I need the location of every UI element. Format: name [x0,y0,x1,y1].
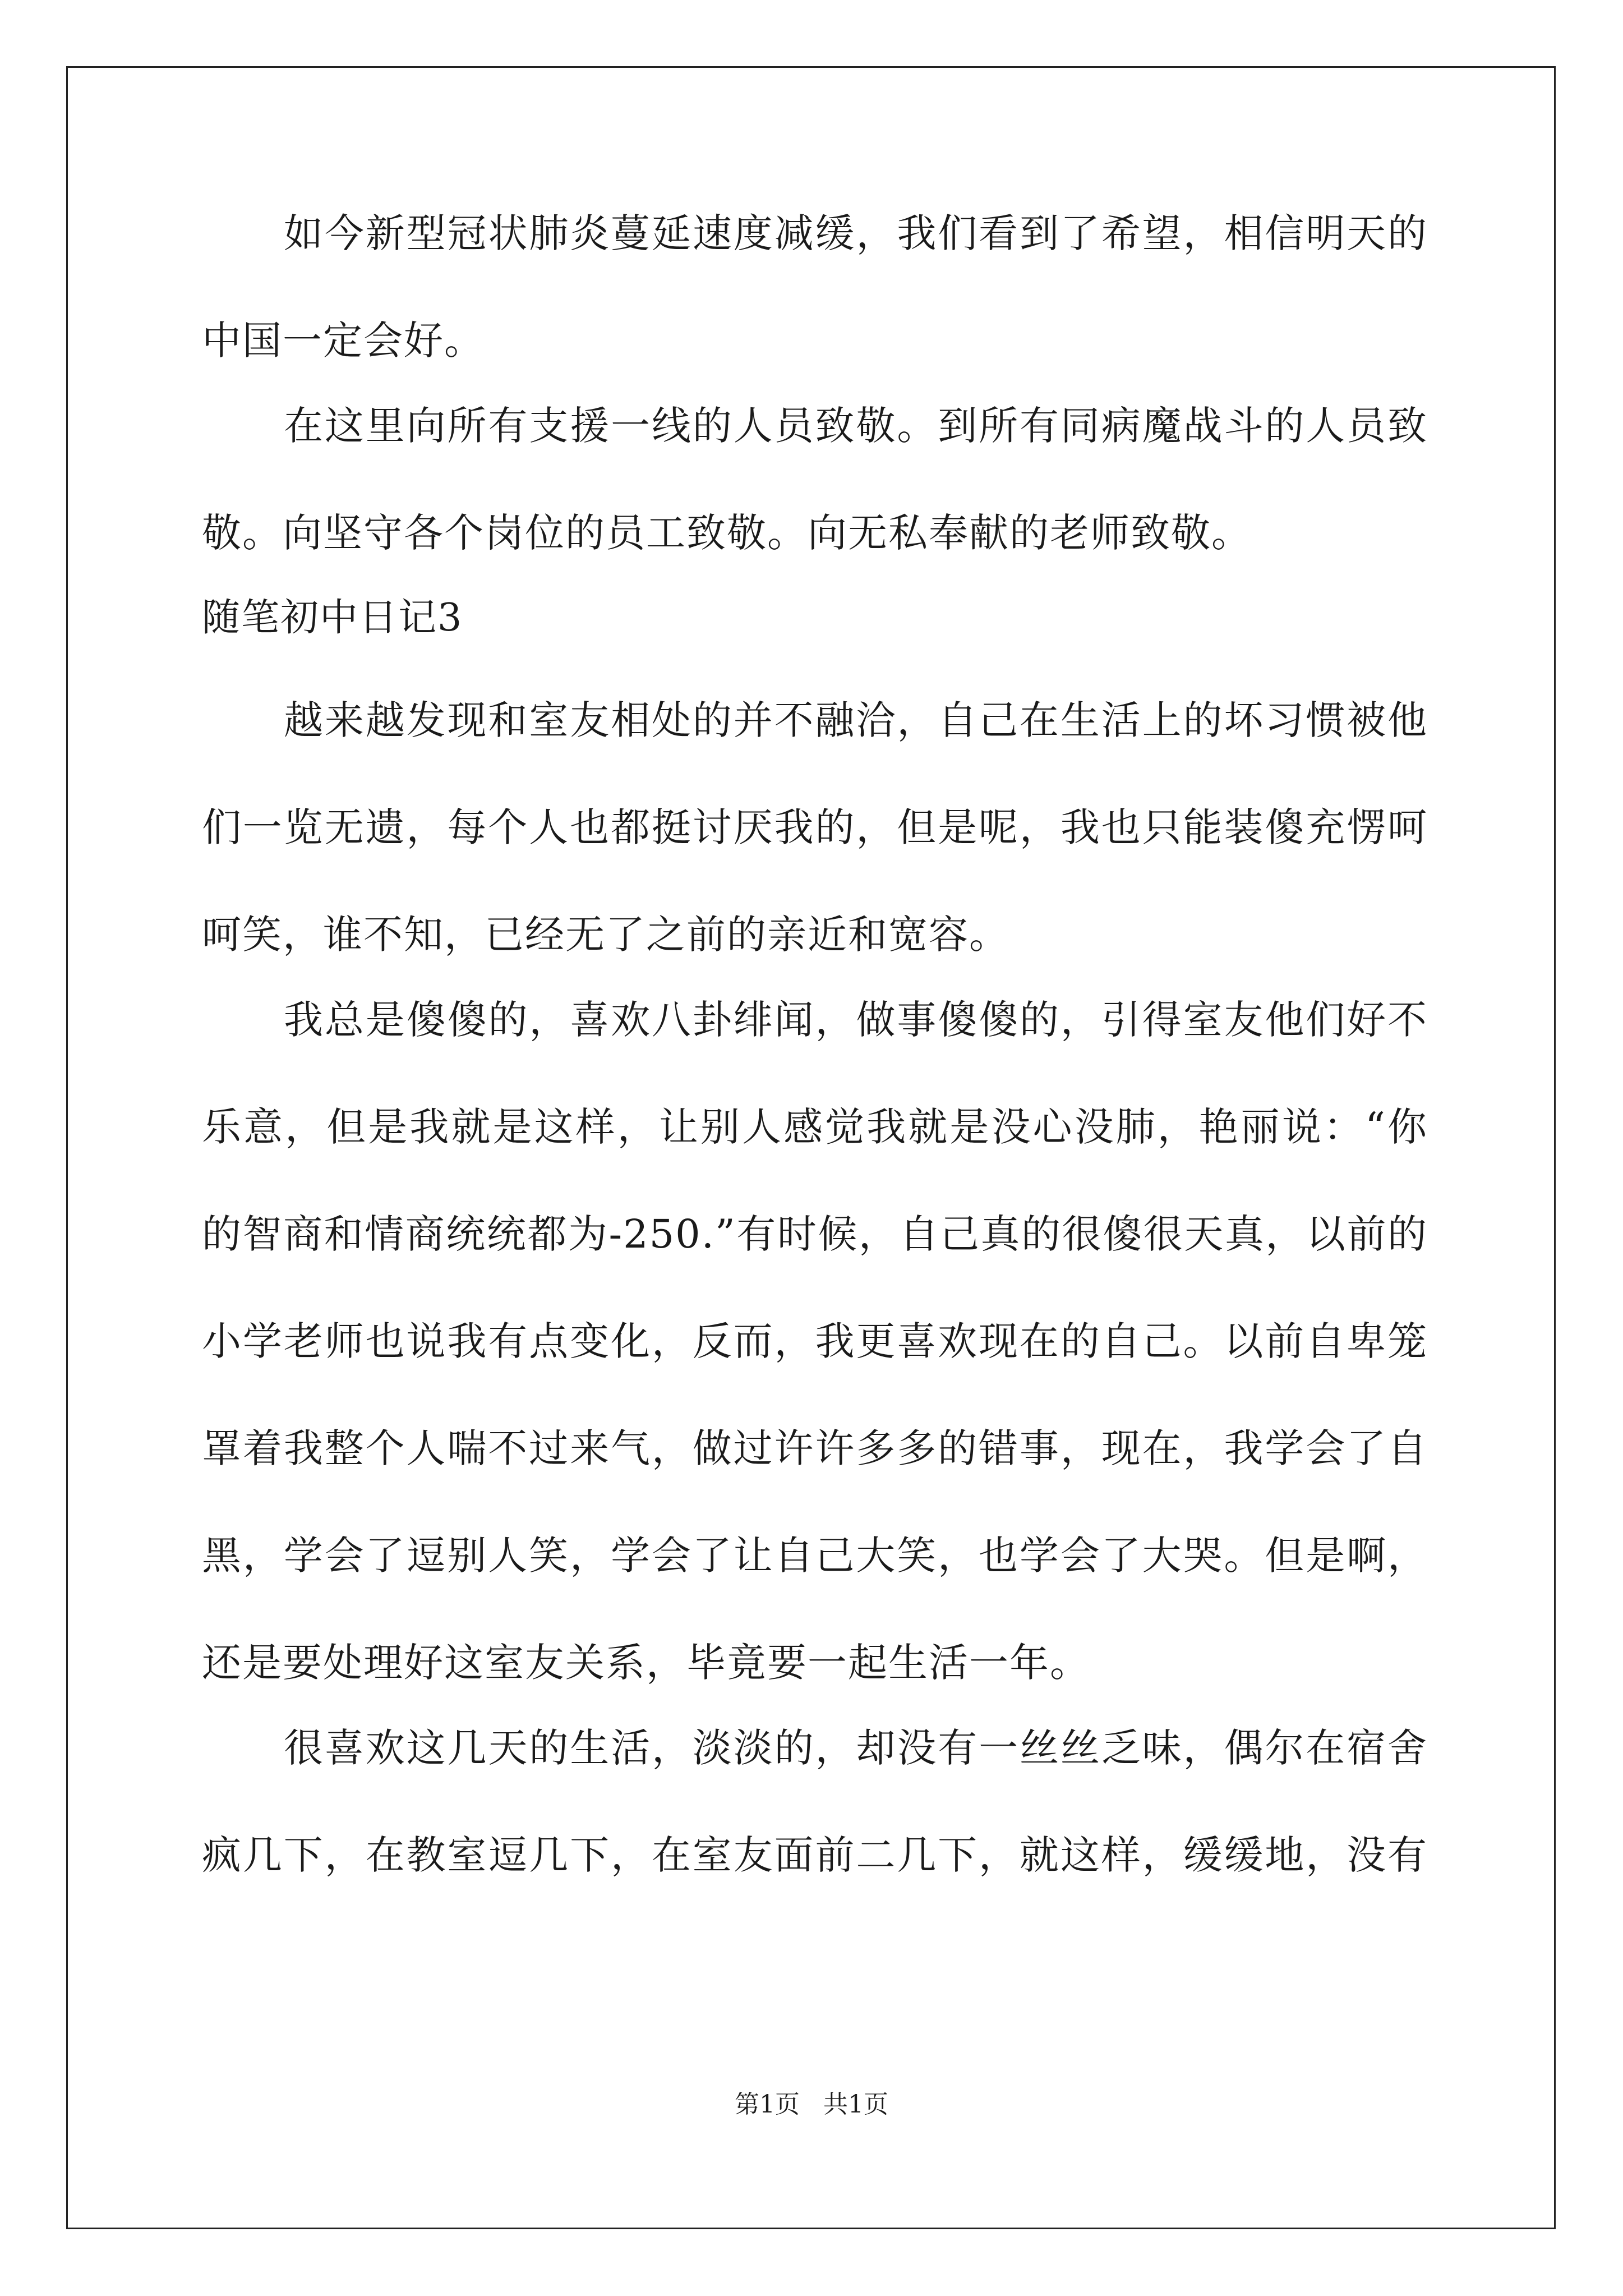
text-line: 们一览无遗，每个人也都挺讨厌我的，但是呢，我也只能装傻充愣呵 [202,804,1428,850]
paragraph [202,1725,1428,1878]
text-line: 呵笑，谁不知，已经无了之前的亲近和宽容。 [202,912,1009,958]
footer-spacer [800,2090,823,2119]
text-line: 在这里向所有支援一线的人员致敬。到所有同病魔战斗的人员致 [284,403,1428,449]
text-line: 罩着我整个人喘不过来气，做过许许多多的错事，现在，我学会了自 [202,1425,1428,1471]
text-line: 越来越发现和室友相处的并不融洽，自己在生活上的坏习惯被他 [284,697,1428,743]
page-total: 共1页 [823,2090,888,2119]
text-line: 的智商和情商统统都为-250.”有时候，自己真的很傻很天真，以前的 [202,1211,1428,1257]
page-footer [0,2091,1623,2119]
text-line: 还是要处理好这室友关系，毕竟要一起生活一年。 [202,1640,1090,1686]
paragraph [202,403,1428,556]
text-line: 敬。向坚守各个岗位的员工致敬。向无私奉献的老师致敬。 [202,510,1252,556]
text-line: 疯几下，在教室逗几下，在室友面前二几下，就这样，缓缓地，没有 [202,1832,1428,1878]
page-number: 第1页 [735,2090,800,2119]
text-line: 黑，学会了逗别人笑，学会了让自己大笑，也学会了大哭。但是啊， [202,1533,1428,1579]
text-line: 如今新型冠状肺炎蔓延速度减缓，我们看到了希望，相信明天的 [284,210,1428,256]
text-line: 小学老师也说我有点变化，反而，我更喜欢现在的自己。以前自卑笼 [202,1318,1428,1364]
text-line: 乐意，但是我就是这样，让别人感觉我就是没心没肺，艳丽说：“你 [202,1104,1428,1150]
section-heading: 随笔初中日记3 [202,596,463,640]
text-line: 中国一定会好。 [202,318,485,364]
paragraph [202,997,1428,1686]
paragraph [202,210,1428,364]
paragraph [202,697,1428,958]
text-line: 很喜欢这几天的生活，淡淡的，却没有一丝丝乏味，偶尔在宿舍 [284,1725,1428,1771]
text-line: 我总是傻傻的，喜欢八卦绯闻，做事傻傻的，引得室友他们好不 [284,997,1428,1043]
document-body [202,210,1428,1942]
